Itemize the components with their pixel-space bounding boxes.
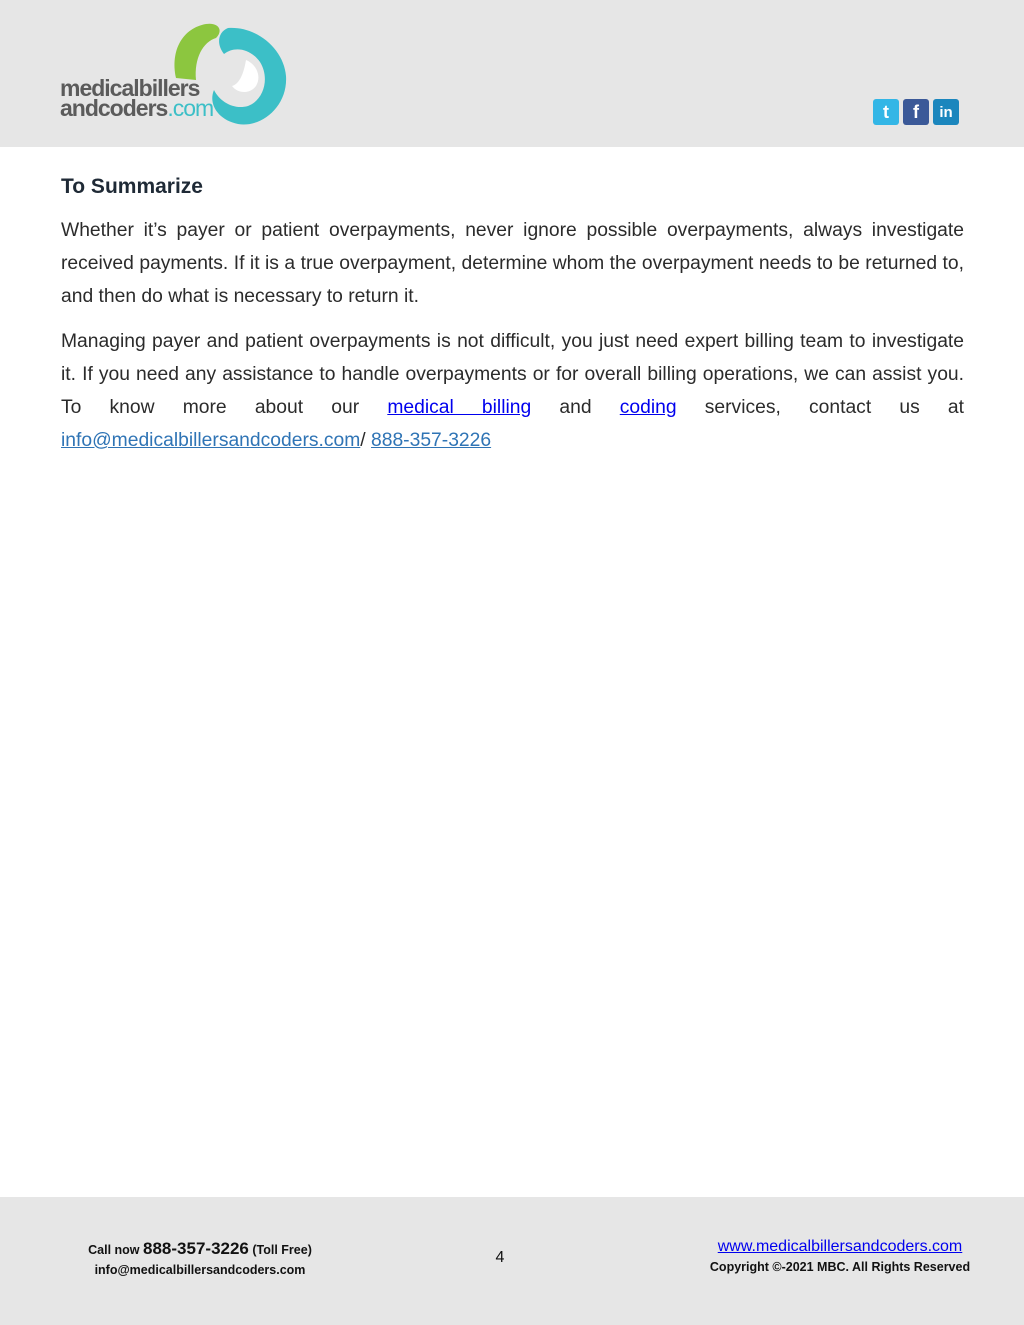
- copyright-text: Copyright ©-2021 MBC. All Rights Reserved: [709, 1260, 971, 1274]
- toll-free-label: (Toll Free): [248, 1243, 312, 1257]
- website-link[interactable]: www.medicalbillersandcoders.com: [717, 1238, 963, 1255]
- logo-dotcom: .com: [167, 95, 214, 121]
- page-header: [0, 0, 1024, 147]
- text-segment: Managing payer and patient overpayments is not difficult, you just need expert billing team to investigate it. If you need any assistance to handle overpayments or for overall billing operations, we can assist you. To know more about our: [61, 331, 964, 418]
- facebook-icon[interactable]: f: [903, 99, 929, 125]
- main-content: [61, 170, 964, 457]
- text-segment: services, contact us at: [676, 397, 964, 418]
- page-footer: [0, 1197, 1024, 1325]
- footer-email: info@medicalbillersandcoders.com: [94, 1263, 306, 1277]
- twitter-icon[interactable]: t: [873, 99, 899, 125]
- logo-line-2: andcoders: [60, 95, 168, 121]
- footer-phone: 888-357-3226: [143, 1239, 249, 1258]
- medical-billing-link[interactable]: medical billing: [387, 397, 532, 418]
- page-number: 4: [495, 1249, 505, 1266]
- linkedin-icon[interactable]: in: [933, 99, 959, 125]
- phone-link[interactable]: 888-357-3226: [371, 430, 492, 451]
- paragraph-contact: [61, 325, 964, 457]
- call-now-label: Call now: [88, 1243, 144, 1257]
- coding-link[interactable]: coding: [619, 397, 677, 418]
- email-link[interactable]: info@medicalbillersandcoders.com: [61, 430, 361, 451]
- footer-contact: [60, 1239, 340, 1280]
- text-segment: and: [531, 397, 620, 418]
- social-links: [873, 99, 959, 125]
- logo-wordmark: [60, 75, 214, 121]
- footer-site: [690, 1237, 990, 1277]
- logo-line-1: medicalbillers: [60, 75, 200, 101]
- section-heading: To Summarize: [61, 175, 203, 198]
- text-separator: /: [360, 430, 372, 451]
- company-logo[interactable]: [58, 20, 290, 132]
- paragraph-summary: Whether it’s payer or patient overpayments, never ignore possible overpayments, always investigate received payments. If it is a true overpayment, determine whom the overpayment needs to be returned to, and then do what is necessary to return it.: [61, 220, 964, 307]
